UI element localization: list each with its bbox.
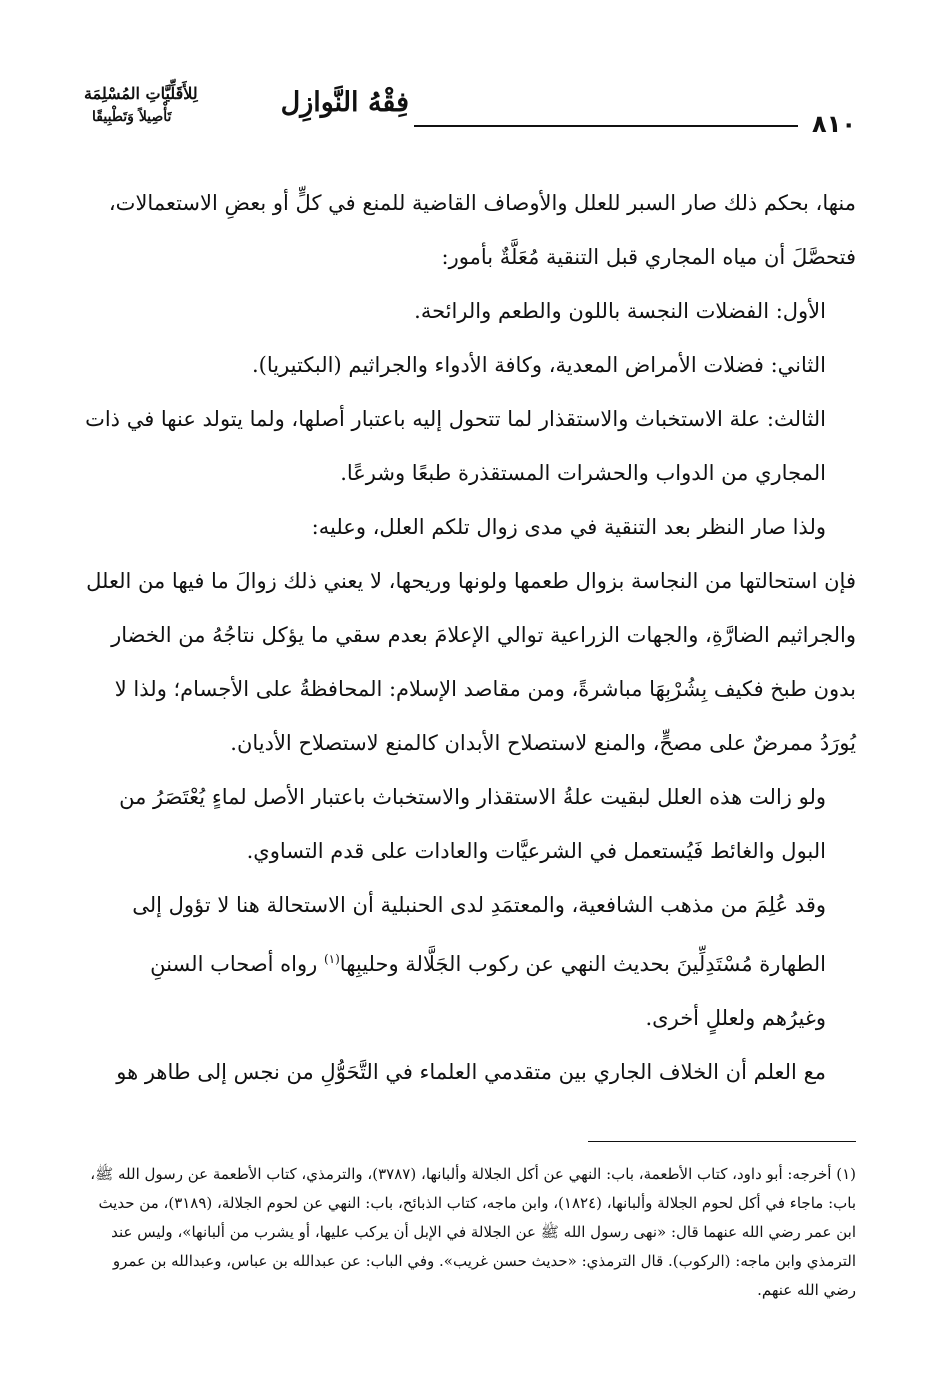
running-header <box>84 78 856 148</box>
paragraph-6: فإن استحالتها من النجاسة بزوال طعمها ولونها وريحها، لا يعني ذلك زوالَ ما فيها من العلل والجراثيم الضارَّةِ، والجهات الزراعية توالي الإعلامَ بعدم سقي ما يؤكل نتاجُهُ من الخضار بدون طبخ فكيف بِشُرْبِهَا مباشرةً، ومن مقاصد الإسلام: المحافظةُ على الأجسام؛ ولذا لا يُورَدُ ممرضٌ على مصحٍّ، والمنع لاستصلاح الأبدان كالمنع لاستصلاح الأديان. <box>86 569 856 755</box>
paragraph-8-text: وقد عُلِمَ من مذهب الشافعية، والمعتمَدِ لدى الحنبلية أن الاستحالة هنا لا تؤول إلى الطهارة مُسْتَدِلِّينَ بحديث النهي عن ركوب الجَلَّالة وحليبِها <box>132 893 826 976</box>
footnote-separator <box>588 1141 856 1142</box>
book-subtitle: تَأْصِيلاً وَتَطْبِيقًا <box>92 109 172 125</box>
footnote <box>80 1160 856 1305</box>
body-text <box>80 176 856 1099</box>
paragraph-9: مع العلم أن الخلاف الجاري بين متقدمي العلماء في التَّحَوُّلِ من نجس إلى طاهر هو <box>116 1060 826 1084</box>
footnote-reference[interactable]: (١) <box>323 952 340 966</box>
paragraph-7: ولو زالت هذه العلل لبقيت علةُ الاستقذار والاستخباث باعتبار الأصل لماءٍ يُعْتَصَرُ من البول والغائط فَيُستعمل في الشرعيَّات والعادات على قدم التساوي. <box>119 785 826 863</box>
paragraph-1: منها، بحكم ذلك صار السبر للعلل والأوصاف القاضية للمنع في كلٍّ أو بعضِ الاستعمالات، فتحصَّلَ أن مياه المجاري قبل التنقية مُعَلَّةٌ بأمور: <box>108 191 856 269</box>
book-title-main: فِقْهُ النَّوازِل <box>280 87 409 118</box>
paragraph-2: الأول: الفضلات النجسة باللون والطعم والرائحة. <box>414 299 826 323</box>
page-number: ٨١٠ <box>812 110 856 138</box>
paragraph-8-continuation: رواه أصحاب السننِ وغيرُهم ولعللٍ أخرى. <box>150 952 826 1030</box>
footnote-1-text: (١) أخرجه: أبو داود، كتاب الأطعمة، باب: النهي عن أكل الجلالة وألبانها، (٣٧٨٧)، والترمذي، كتاب الأطعمة عن رسول الله ﷺ، باب: ماجاء في أكل لحوم الجلالة وألبانها، (١٨٢٤)، وابن ماجه، كتاب الذبائح، باب: النهي عن لحوم الجلالة، (٣١٨٩)، من حديث ابن عمر رضي الله عنهما قال: «نهى رسول الله ﷺ عن الجلالة في الإبل أن يركب عليها، أو يشرب من ألبانها»، وليس عند الترمذي وابن ماجه: (الركوب). قال الترمذي: «حديث حسن غريب». وفي الباب: عن عبدالله بن عباس، وعبدالله بن عمرو رضي الله عنهم. <box>90 1165 856 1299</box>
paragraph-3: الثاني: فضلات الأمراض المعدية، وكافة الأدواء والجراثيم (البكتيريا). <box>251 353 826 377</box>
paragraph-5: ولذا صار النظر بعد التنقية في مدى زوال تلكم العلل، وعليه: <box>311 515 826 539</box>
paragraph-4: الثالث: علة الاستخباث والاستقذار لما تتحول إليه باعتبار أصلها، ولما يتولد عنها في ذات المجاري من الدواب والحشرات المستقذرة طبعًا وشرعًا. <box>85 407 826 485</box>
book-title-continuation: لِلأَقَلِّيَّاتِ المُسْلِمَة <box>84 84 198 103</box>
header-rule <box>414 125 798 127</box>
paragraph-8 <box>80 878 856 1045</box>
book-title <box>84 78 409 148</box>
